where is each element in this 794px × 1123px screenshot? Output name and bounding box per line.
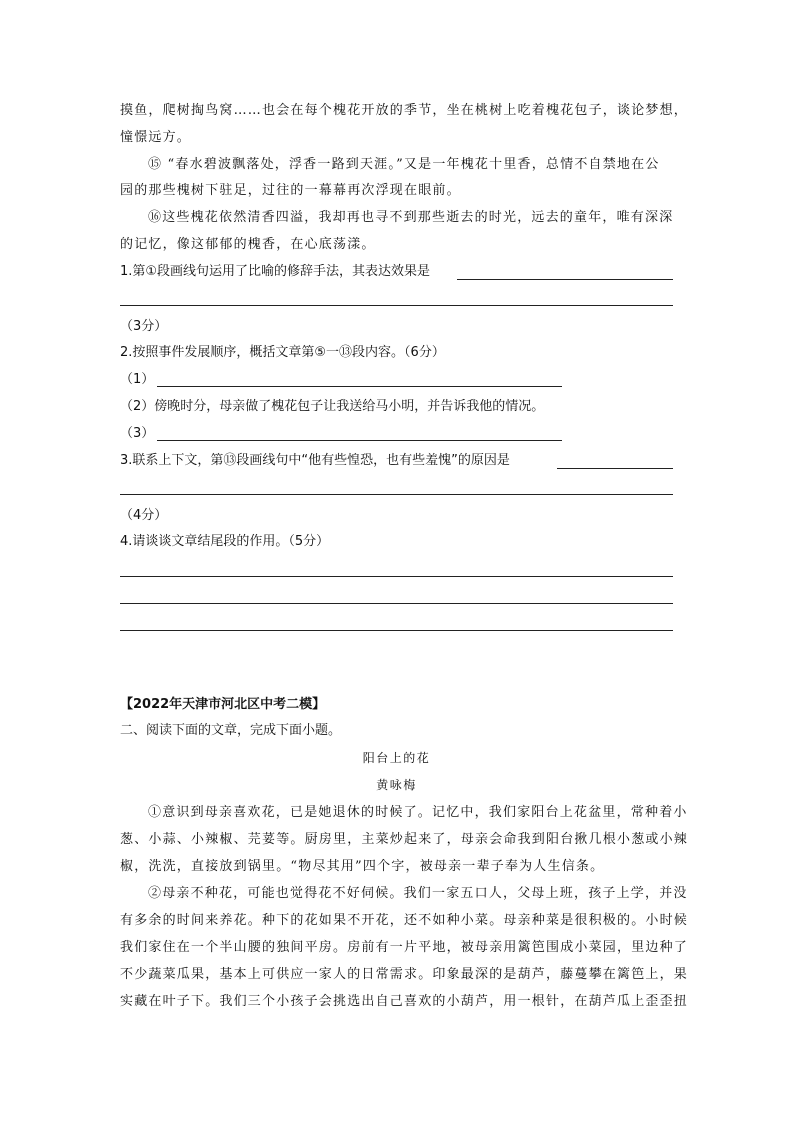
question-4: 4.请谈谈文章结尾段的作用。（5分） — [120, 534, 330, 549]
answer-line[interactable] — [120, 305, 673, 306]
question-2-item-1: （1） — [120, 372, 155, 387]
article-paragraph-1-line: 葱、小蒜、小辣椒、芫荽等。厨房里，主菜炒起来了，母亲会命我到阳台揪几根小葱或小辣 — [120, 832, 689, 847]
paragraph-16-line: ⑯这些槐花依然清香四溢，我却再也寻不到那些逝去的时光，远去的童年，唯有深深 — [148, 210, 674, 225]
answer-line[interactable] — [557, 468, 673, 469]
article-paragraph-2-line: 有多余的时间来养花。种下的花如果不开花，还不如种小菜。母亲种菜是很积极的。小时候 — [120, 913, 689, 928]
article-title: 阳台上的花 — [362, 751, 431, 765]
article-paragraph-2-line: 不少蔬菜瓜果，基本上可供应一家人的日常需求。印象最深的是葫芦，藤蔓攀在篱笆上，果 — [120, 967, 689, 982]
answer-line[interactable] — [457, 279, 673, 280]
reading-instruction: 二、阅读下面的文章，完成下面小题。 — [120, 723, 342, 738]
answer-line[interactable] — [157, 386, 562, 387]
answer-line[interactable] — [120, 630, 673, 631]
question-2-item-3: （3） — [120, 426, 155, 441]
paragraph-16-line: 的记忆，像这郁郁的槐香，在心底荡漾。 — [120, 237, 376, 252]
article-author: 黄咏梅 — [376, 778, 417, 792]
question-1: 1.第①段画线句运用了比喻的修辞手法，其表达效果是 — [120, 264, 431, 279]
answer-line[interactable] — [120, 494, 673, 495]
story-text-line: 憧憬远方。 — [120, 130, 192, 145]
paragraph-15-line: ⑮ “春水碧波飘落处，浮香一路到天涯。”又是一年槐花十里香，总情不自禁地在公 — [148, 157, 660, 172]
question-3: 3.联系上下文，第⑬段画线句中“他有些惶恐，也有些羞愧”的原因是 — [120, 453, 510, 468]
answer-line[interactable] — [157, 440, 562, 441]
article-paragraph-1-line: ①意识到母亲喜欢花，已是她退休的时候了。记忆中，我们家阳台上花盆里，常种着小 — [148, 805, 688, 820]
article-paragraph-2-line: 实藏在叶子下。我们三个小孩子会挑选出自己喜欢的小葫芦，用一根针，在葫芦瓜上歪歪扭 — [120, 994, 689, 1009]
answer-line[interactable] — [120, 576, 673, 577]
question-2-item-2: （2）傍晚时分，母亲做了槐花包子让我送给马小明，并告诉我他的情况。 — [120, 399, 545, 414]
article-paragraph-1-line: 椒，洗洗，直接放到锅里。“物尽其用”四个字，被母亲一辈子奉为人生信条。 — [120, 859, 605, 874]
article-paragraph-2-line: 我们家住在一个半山腰的独间平房。房前有一片平地，被母亲用篱笆围成小菜园，里边种了 — [120, 940, 689, 955]
article-paragraph-2-line: ②母亲不种花，可能也觉得花不好伺候。我们一家五口人，父母上班，孩子上学，并没 — [148, 886, 688, 901]
answer-line[interactable] — [120, 603, 673, 604]
story-text-line: 摸鱼，爬树掏鸟窝……也会在每个槐花开放的季节，坐在桃树上吃着槐花包子，谈论梦想， — [120, 103, 689, 118]
question-1-score: （3分） — [120, 319, 168, 334]
exam-source-heading: 【2022年天津市河北区中考二模】 — [120, 697, 326, 712]
question-3-score: （4分） — [120, 508, 168, 523]
question-2: 2.按照事件发展顺序，概括文章第⑤一⑬段内容。（6分） — [120, 345, 445, 360]
paragraph-15-line: 园的那些槐树下驻足，过往的一幕幕再次浮现在眼前。 — [120, 183, 461, 198]
